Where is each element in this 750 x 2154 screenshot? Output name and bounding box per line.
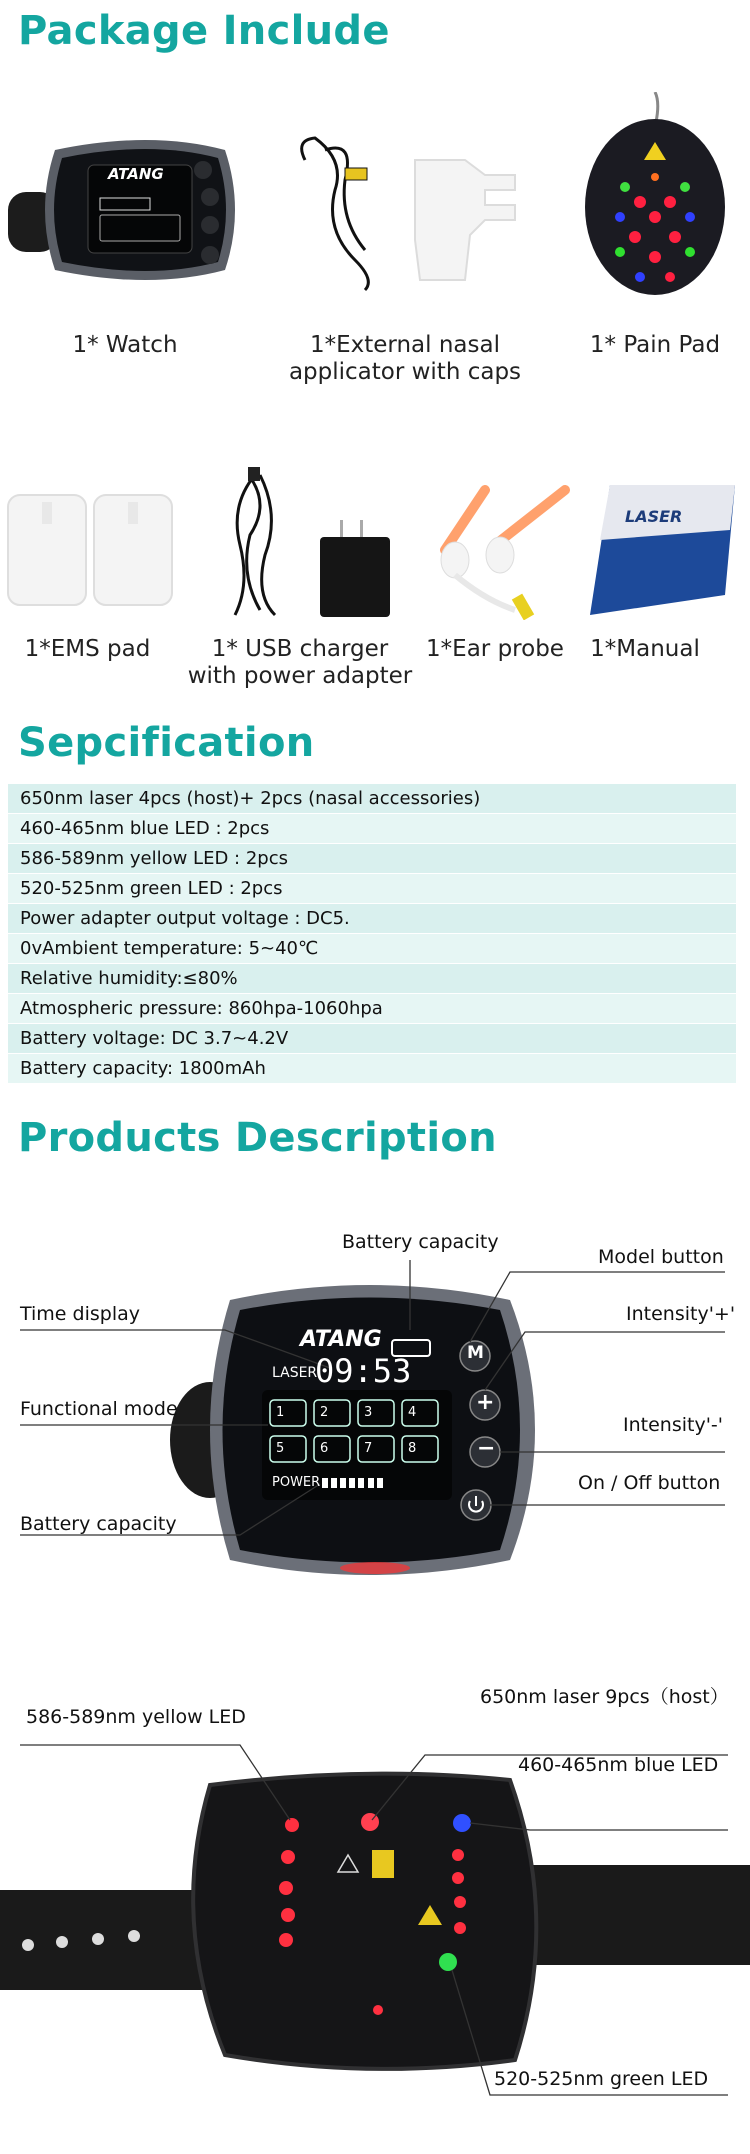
label-laser: 650nm laser 9pcs（host）: [480, 1686, 729, 1708]
spec-row: 460-465nm blue LED : 2pcs: [8, 814, 736, 844]
mode-2: 2: [320, 1405, 329, 1420]
spec-table: [8, 784, 736, 1084]
mode-7: 7: [364, 1441, 373, 1456]
ear-probe-image: [425, 480, 575, 620]
mode-1: 1: [276, 1405, 285, 1420]
caption-ems-pad: 1*EMS pad: [24, 636, 151, 662]
spec-row: 0vAmbient temperature: 5~40℃: [8, 934, 736, 964]
nasal-applicator-image: [285, 130, 545, 300]
mode-6: 6: [320, 1441, 329, 1456]
mode-8: 8: [408, 1441, 417, 1456]
intensity-minus-button[interactable]: −: [477, 1436, 496, 1461]
pain-pad-image: [580, 92, 730, 302]
caption-pain-pad: 1* Pain Pad: [589, 332, 721, 358]
usb-charger-image: [220, 465, 420, 625]
spec-row: 520-525nm green LED : 2pcs: [8, 874, 736, 904]
spec-row: Battery voltage: DC 3.7~4.2V: [8, 1024, 736, 1054]
manual-image: [585, 485, 735, 620]
description-title: Products Description: [18, 1115, 497, 1161]
watch-brand: ATANG: [108, 165, 164, 183]
mode-4: 4: [408, 1405, 417, 1420]
caption-usb-charger: 1* USB charger with power adapter: [187, 636, 413, 689]
mode-5: 5: [276, 1441, 285, 1456]
mode-3: 3: [364, 1405, 373, 1420]
label-model-button: Model button: [598, 1246, 724, 1268]
screen-time: 09:53: [315, 1352, 412, 1390]
spec-row: Power adapter output voltage : DC5.: [8, 904, 736, 934]
spec-row: 586-589nm yellow LED : 2pcs: [8, 844, 736, 874]
watch-image: [0, 130, 250, 290]
manual-text: LASER: [625, 507, 683, 526]
label-green-led: 520-525nm green LED: [494, 2068, 709, 2090]
ems-pad-image: [0, 490, 180, 610]
spec-row: Atmospheric pressure: 860hpa-1060hpa: [8, 994, 736, 1024]
label-blue-led: 460-465nm blue LED: [518, 1754, 719, 1776]
label-intensity-plus: Intensity'+': [626, 1303, 736, 1325]
model-button[interactable]: M: [467, 1343, 484, 1363]
label-on-off: On / Off button: [578, 1472, 721, 1494]
caption-manual: 1*Manual: [590, 636, 700, 662]
caption-watch: 1* Watch: [72, 332, 178, 358]
screen-laser: LASER: [272, 1365, 318, 1381]
label-yellow-led: 586-589nm yellow LED: [26, 1706, 246, 1728]
caption-ear-probe: 1*Ear probe: [426, 636, 564, 662]
spec-row: 650nm laser 4pcs (host)+ 2pcs (nasal accessories): [8, 784, 736, 814]
label-battery-capacity-left: Battery capacity: [20, 1513, 177, 1535]
spec-title: Sepcification: [18, 720, 315, 766]
label-intensity-minus: Intensity'-': [623, 1414, 724, 1436]
label-functional-mode: Functional mode: [20, 1398, 178, 1420]
screen-power: POWER: [272, 1475, 321, 1490]
caption-nasal: 1*External nasal applicator with caps: [288, 332, 522, 385]
spec-row: Battery capacity: 1800mAh: [8, 1054, 736, 1084]
intensity-plus-button[interactable]: +: [476, 1390, 495, 1415]
watch-front-diagram: [0, 1230, 750, 1610]
spec-row: Relative humidity:≤80%: [8, 964, 736, 994]
screen-brand: ATANG: [300, 1327, 382, 1352]
label-time-display: Time display: [20, 1303, 141, 1325]
watch-back-diagram: [0, 1670, 750, 2140]
label-battery-capacity-top: Battery capacity: [342, 1231, 499, 1253]
package-title: Package Include: [18, 8, 390, 54]
